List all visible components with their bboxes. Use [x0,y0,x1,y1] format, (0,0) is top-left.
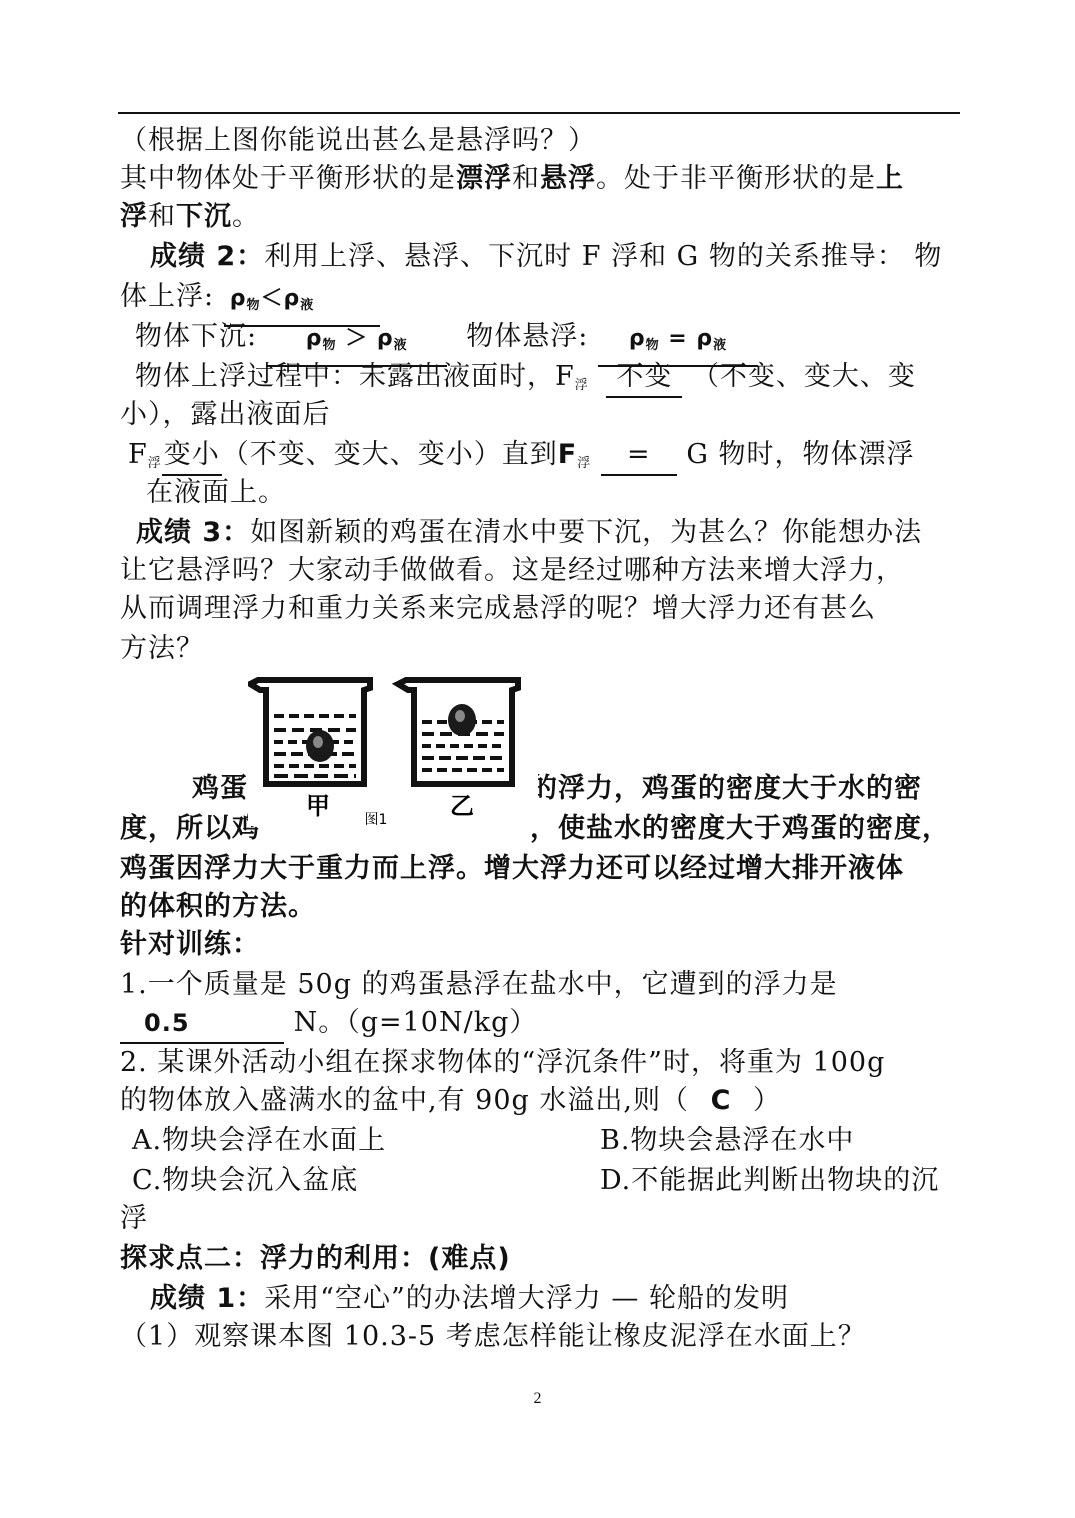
page-number: 2 [533,1390,542,1407]
option-a: A.物块会浮在水面上 [132,1125,387,1156]
question-line: （根据上图你能说出甚么是悬浮吗？） [120,125,596,156]
answer-line-3: 鸡蛋因浮力大于重力而上浮。增大浮力还可以经过增大排开液体 [120,853,904,884]
figure-caption: 图1 [364,812,388,826]
answer-line-2b: ，使盐水的密度大于鸡蛋的密度， [530,813,950,844]
practice-heading: 针对训练： [120,929,260,960]
task-3-line-4: 方法？ [120,633,204,664]
surface-line: 在液面上。 [146,477,286,508]
option-d-cont: 浮 [120,1203,148,1234]
beaker-figure-svg [248,676,538,826]
option-c: C.物块会沉入盆底 [132,1165,359,1196]
option-b: B.物块会悬浮在水中 [600,1125,855,1156]
task-1-heading: 成绩 1：采用“空心”的办法增大浮力 — 轮船的发明 [150,1283,789,1314]
task-3-heading: 成绩 3：如图新颖的鸡蛋在清水中要下沉，为甚么？你能想办法 [136,517,923,548]
float-condition-line: 体上浮: $\rho_物<\rho_液$ [120,278,970,327]
task-3-line-2: 让它悬浮吗？大家动手做做看。这是经过哪种方法来增大浮力， [120,555,904,586]
buoyancy-change-line: $F_浮$变小（不变、变大、变小）直到$F_浮 = G$ 物时，物体漂浮 [128,436,978,483]
q2-line-2: 的物体放入盛满水的盆中,有 90g 水溢出,则（ C ） [120,1085,781,1116]
option-d: D.不能据此判断出物块的沉 [600,1165,940,1196]
answer-line-1a: 鸡蛋 [192,773,248,804]
q1-line: 1.一个质量是 50g 的鸡蛋悬浮在盐水中，它遭到的浮力是 [120,969,838,1000]
emerge-line: 小），露出液面后 [120,399,331,430]
beaker-figure [248,676,538,826]
beaker-right [398,680,518,784]
header-rule [118,112,960,114]
state-line-2: 浮和下沉。 [120,201,260,232]
answer-line-4: 的体积的方法。 [120,891,316,922]
state-line-1: 其中物体处于平衡形状的是漂浮和悬浮。处于非平衡形状的是上 [120,163,904,194]
label-yi: 乙 [450,792,474,820]
q1-answer-line: 0.5 N。（g=10N/kg） [120,1004,970,1044]
section-2-heading: 探求点二：浮力的利用：(难点) [120,1243,511,1274]
observe-line: （1）观察课本图 10.3-5 考虑怎样能让橡皮泥浮在水面上？ [120,1321,866,1352]
q2-line-1: 2. 某课外活动小组在探求物体的“浮沉条件”时，将重为 100g [120,1047,886,1078]
label-jia: 甲 [306,792,330,820]
rising-process-line: 物体上浮过程中：未露出液面时，$F_浮$ 不变 （不变、变大、变 [135,358,985,405]
beaker-left [250,680,370,784]
sink-suspend-line: 物体下沉: $\rho_物 > \rho_液$ 物体悬浮: $\rho_物 = \rho_液$ [135,318,985,367]
answer-line-2a: 度，所以鸡 [120,813,260,844]
answer-line-1b: 的浮力，鸡蛋的密度大于水的密 [530,773,922,804]
task-2-heading: 成绩 2：利用上浮、悬浮、下沉时 F 浮和 G 物的关系推导： 物 [150,241,943,272]
task-3-line-3: 从而调理浮力和重力关系来完成悬浮的呢？增大浮力还有甚么 [120,593,876,624]
